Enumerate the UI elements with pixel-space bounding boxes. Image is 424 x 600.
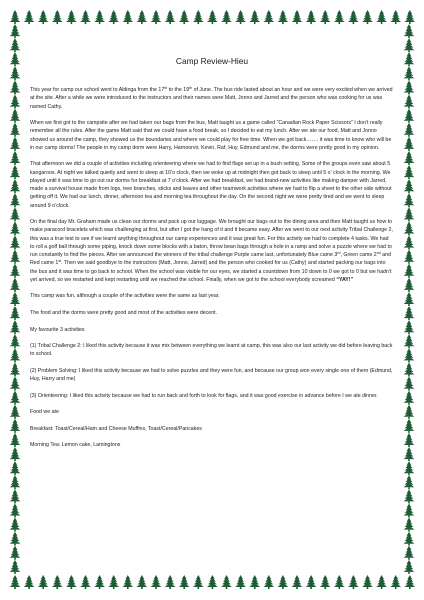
tree-icon bbox=[10, 24, 21, 38]
tree-icon bbox=[404, 151, 415, 165]
tree-icon bbox=[404, 532, 415, 546]
tree-icon bbox=[404, 518, 415, 532]
tree-icon bbox=[10, 109, 21, 123]
tree-icon bbox=[404, 504, 415, 518]
food-heading: Food we ate bbox=[30, 409, 59, 416]
tree-icon bbox=[404, 165, 415, 179]
tree-icon bbox=[404, 348, 415, 362]
food-morning-tea: Morning Tea: Lemon cake, Lamingtons bbox=[30, 442, 121, 449]
tree-icon bbox=[404, 546, 415, 560]
tree-icon bbox=[10, 560, 21, 574]
tree-icon bbox=[10, 236, 21, 250]
tree-icon bbox=[10, 278, 21, 292]
favourite-item-1: (1) Tribal Challenge 2: I liked this activity because it was mix between everything we learnt at camp, this was also our last activity we did before leaving back to school. bbox=[30, 343, 393, 358]
tree-icon bbox=[404, 278, 415, 292]
tree-icon bbox=[10, 10, 21, 24]
tree-icon bbox=[404, 95, 415, 109]
document-page bbox=[30, 0, 394, 600]
tree-icon bbox=[404, 81, 415, 95]
tree-icon bbox=[404, 433, 415, 447]
tree-icon bbox=[404, 391, 415, 405]
tree-icon bbox=[404, 250, 415, 264]
tree-icon bbox=[404, 419, 415, 433]
tree-icon bbox=[404, 24, 415, 38]
tree-icon bbox=[404, 10, 415, 24]
tree-icon bbox=[404, 123, 415, 137]
tree-icon bbox=[404, 109, 415, 123]
tree-icon bbox=[404, 38, 415, 52]
tree-icon bbox=[404, 179, 415, 193]
tree-icon bbox=[404, 320, 415, 334]
tree-icon bbox=[10, 137, 21, 151]
tree-icon bbox=[10, 419, 21, 433]
page-title: Camp Review-Hieu bbox=[175, 56, 249, 66]
paragraph-arrival: When we first got to the campsite after we had taken our bags from the bus, Matt taught us a game called “Canadian Rock Paper Scissors” I don’t really remember all the rules. After the game Matt said that we could have a food break, so I decided to eat my lunch. After we ate our food, Matt and Jonno showed us around the camp, they showed us the boundaries and where we could play for free time. When we got back……. it was time to know who will be in our camp dorms! The people in my camp dorm were Harry, Harnoorvir, Kevin, Raf, Huy, Edmund and me, the dorms were pretty good in my opinion. bbox=[30, 120, 392, 151]
tree-icon bbox=[10, 391, 21, 405]
tree-icon bbox=[10, 475, 21, 489]
tree-icon bbox=[404, 575, 415, 589]
tree-icon bbox=[404, 475, 415, 489]
favourites-heading: My favourite 3 activities bbox=[30, 326, 85, 333]
food-breakfast: Breakfast: Toast/Cereal/Ham and Cheese Muffins, Toast/Cereal/Pancakes bbox=[30, 425, 202, 432]
tree-icon bbox=[10, 207, 21, 221]
tree-icon bbox=[404, 236, 415, 250]
tree-icon bbox=[404, 222, 415, 236]
tree-icon bbox=[10, 532, 21, 546]
tree-icon bbox=[10, 348, 21, 362]
tree-icon bbox=[404, 447, 415, 461]
tree-icon bbox=[10, 405, 21, 419]
tree-icon bbox=[10, 377, 21, 391]
tree-icon bbox=[10, 264, 21, 278]
tree-icon bbox=[10, 165, 21, 179]
paragraph-final-day: On the final day Mr. Graham made us clean our dorms and pack up our luggage. We brought our bags out to the dining area and then Matt taught us how to make paracord bracelets which was challenging at first, but after I got the hang of it and it became easy. After we went to our next activity Tribal Challenge 2, this was a true test to see if we learnt anything throughout our camp experiences and it was great fun. For this activity we had to complete 4 tasks. We had to roll a golf ball through some piping, knock down some blocks with a baton, throw bean bags through a hole in a ramp and solve a puzzle where we had to run constantly to find the pieces. After we announced the winners of the tribal challenge Purple came last, unfortunately Blue came 3rd, Green came 2nd and Red came 1st. Then we said goodbye to the instructors (Matt, Jonno, Jarred) and the person who cooked for us (Cathy) and started packing our bags into the bus and it was time to go back to school. When the school was visible for our eyes, we started a countdown from 10 down to 0 we got to 0 but we hadn’t yet arrived, so we restarted and kept restarting until we reached the school. Finally, when we got to the school everybody screamed “YAY!” bbox=[30, 219, 393, 283]
tree-icon bbox=[10, 575, 21, 589]
tree-icon bbox=[404, 207, 415, 221]
tree-icon bbox=[10, 447, 21, 461]
tree-icon bbox=[404, 489, 415, 503]
tree-icon bbox=[404, 461, 415, 475]
paragraph-intro: This year for camp our school went to Aldinga from the 17th to the 19th of June. The bus ride lasted about an hour and we were very excited when we arrived at the site. After a while we were introduced to the instructors and their names were Matt, Jonno and Jarred and the person who was cooking for us was named Cathy. bbox=[30, 86, 393, 110]
tree-icon bbox=[10, 306, 21, 320]
tree-icon bbox=[10, 504, 21, 518]
paragraph-afternoon: That afternoon we did a couple of activities including orienteering where we had to find flags set up in a bush setting. Some of the groups even saw about 5 kangaroos. At night we talked quietly and went to sleep at 10’o clock, then we woke up at midnight then got back to sleep until 5 o’ clock in the morning. We played until it was time to go out our dorms for breakfast at 7 o’clock. After we had breakfast, we had brand-new activities like making damper with Jarred, made a survival house made from logs, tree branches, sticks and leaves and other teamwork activities where we had to flip a sheet to the other side without getting off it. We had our lunch, dinner, afternoon tea and morning tea throughout the day. On the second night we were pretty tired and we went to sleep around 9 o’clock. bbox=[30, 161, 392, 209]
tree-icon bbox=[10, 66, 21, 80]
tree-icon bbox=[10, 222, 21, 236]
tree-icon bbox=[10, 151, 21, 165]
tree-icon bbox=[10, 179, 21, 193]
favourite-item-2: (2) Problem Solving: I liked this activity because we had to solve puzzles and they were fun, and because our group won every single one of them (Edmund, Huy, Harry and me) bbox=[30, 367, 393, 383]
tree-icon bbox=[404, 264, 415, 278]
paragraph-food-dorms: The food and the dorms were pretty good and most of the activities were decent. bbox=[30, 309, 218, 316]
tree-icon bbox=[404, 405, 415, 419]
tree-icon bbox=[10, 334, 21, 348]
tree-icon bbox=[10, 489, 21, 503]
tree-icon bbox=[10, 52, 21, 66]
tree-icon bbox=[404, 292, 415, 306]
tree-icon bbox=[404, 193, 415, 207]
tree-icon bbox=[404, 66, 415, 80]
tree-icon bbox=[10, 123, 21, 137]
tree-icon bbox=[10, 193, 21, 207]
tree-icon bbox=[404, 363, 415, 377]
tree-icon bbox=[10, 81, 21, 95]
tree-icon bbox=[10, 461, 21, 475]
tree-icon bbox=[10, 95, 21, 109]
tree-icon bbox=[10, 250, 21, 264]
tree-icon bbox=[10, 546, 21, 560]
tree-icon bbox=[404, 52, 415, 66]
tree-icon bbox=[10, 320, 21, 334]
tree-icon bbox=[404, 306, 415, 320]
document-body bbox=[30, 86, 394, 458]
tree-icon bbox=[10, 433, 21, 447]
tree-icon bbox=[10, 292, 21, 306]
tree-icon bbox=[404, 377, 415, 391]
tree-icon bbox=[404, 334, 415, 348]
tree-icon bbox=[10, 518, 21, 532]
favourite-item-3: (3) Orienteering: I liked this activity because we had to run back and forth to look for flags, and it was good exercise in advance before I we ate dinner. bbox=[30, 392, 378, 399]
tree-icon bbox=[404, 137, 415, 151]
tree-icon bbox=[10, 38, 21, 52]
tree-icon bbox=[10, 363, 21, 377]
tree-icon bbox=[404, 560, 415, 574]
paragraph-summary: This camp was fun, although a couple of the activities were the same as last year. bbox=[30, 293, 220, 300]
